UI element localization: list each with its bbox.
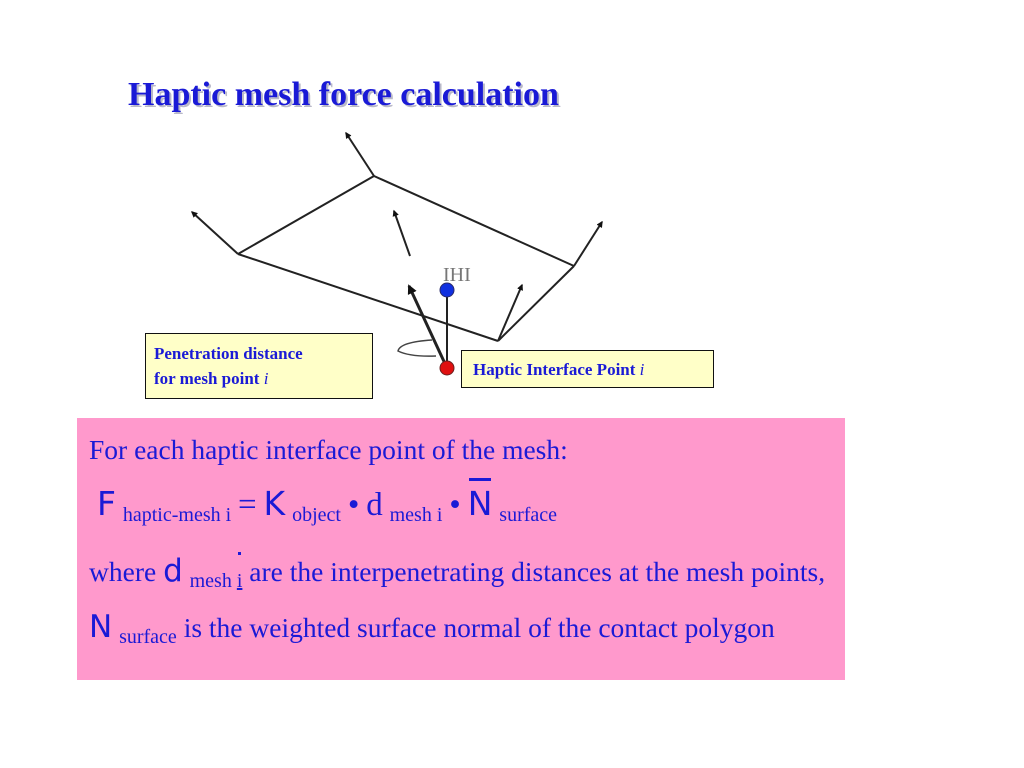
formula-F-sub: haptic-mesh i: [122, 504, 232, 526]
penetration-callout-text: for mesh point: [154, 369, 260, 388]
mesh-edge: [374, 176, 574, 266]
penetration-callout-line2: [154, 366, 364, 391]
para-N: N: [89, 609, 113, 645]
mesh-polygon: [238, 176, 574, 341]
formula-dot2: •: [449, 487, 461, 523]
formula-eq: =: [238, 487, 257, 523]
para-d: d: [163, 553, 183, 589]
formula-K-sub: object: [292, 504, 341, 526]
para-N-sub: surface: [119, 626, 177, 648]
para-where: where: [89, 556, 157, 587]
penetration-distance-callout: [145, 333, 373, 399]
formula-F: F: [97, 484, 116, 523]
normal-arrow: [192, 212, 238, 254]
para-d-sub-i: i: [237, 558, 243, 604]
slide-title: Haptic mesh force calculation: [128, 76, 559, 113]
penetration-bracket: [398, 340, 436, 356]
formula-d: d: [366, 487, 383, 523]
haptic-interface-point-callout: [461, 350, 714, 388]
penetration-callout-line1: Penetration distance: [154, 344, 303, 363]
hip-point: [440, 361, 454, 375]
penetration-callout-var: i: [263, 369, 269, 388]
para-text2: is the weighted surface normal of the contact polygon: [183, 612, 775, 643]
formula-N-sub: surface: [499, 504, 558, 526]
intro-text: For each haptic interface point of the mesh:: [89, 434, 568, 465]
formula-N: N: [467, 484, 493, 523]
ihi-label: IHI: [443, 264, 471, 286]
mesh-edge: [238, 176, 374, 254]
hip-callout-var: i: [639, 360, 645, 379]
normal-arrow: [394, 211, 410, 256]
hip-callout-text: Haptic Interface Point: [473, 360, 636, 379]
explanation-paragraph: [89, 548, 829, 660]
force-formula: [97, 484, 557, 527]
para-d-sub: [190, 570, 243, 592]
normal-arrow: [498, 285, 522, 341]
formula-K: K: [263, 484, 286, 523]
formula-dot1: •: [347, 487, 360, 523]
formula-d-sub: mesh i: [389, 504, 443, 526]
normal-arrow: [346, 133, 374, 176]
formula-box: [77, 418, 845, 680]
para-d-sub-text: mesh: [189, 570, 232, 592]
mesh-edge: [498, 266, 574, 341]
normal-arrow: [574, 222, 602, 266]
para-text1: are the interpenetrating distances at the mesh points,: [249, 556, 826, 587]
